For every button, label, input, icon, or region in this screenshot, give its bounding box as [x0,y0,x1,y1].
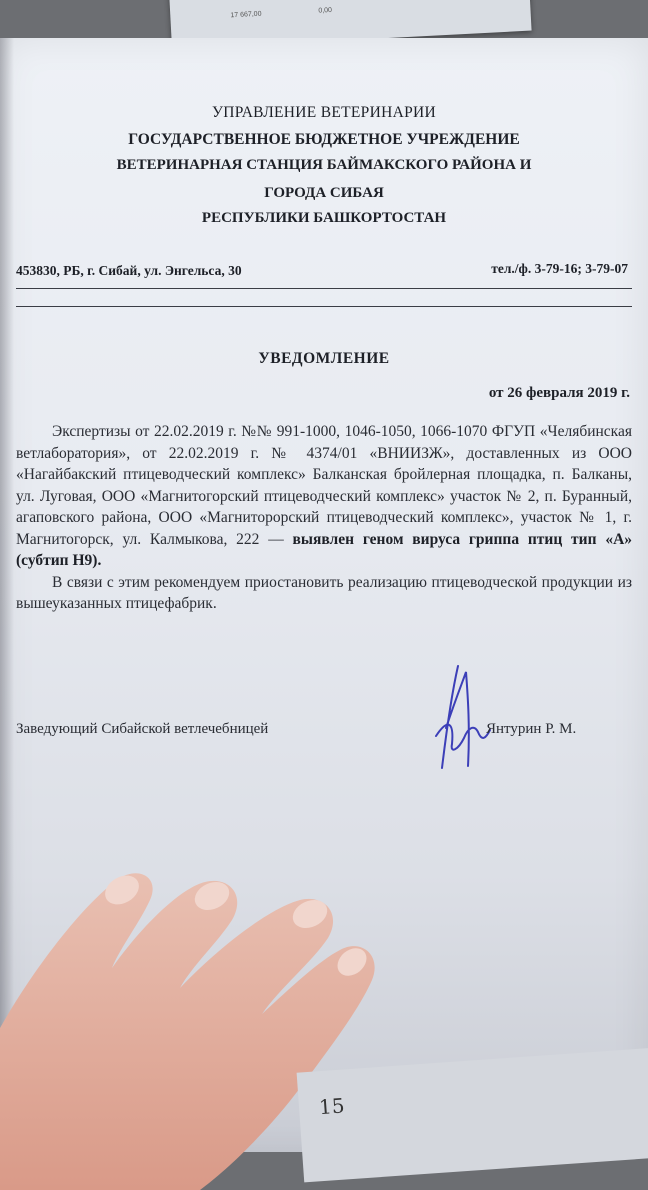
letterhead-line-3: ВЕТЕРИНАРНАЯ СТАНЦИЯ БАЙМАКСКОГО РАЙОНА И [116,157,532,173]
underlying-value-2: 0,00 [318,6,333,15]
underlying-value-1: 17 667,00 [230,10,262,20]
notice-paragraph-1-text: Экспертизы от 22.02.2019 г. №№ 991-1000, 1046-1050, 1066-1070 ФГУП «Челябинская ветлаборатория», от 22.02.2019 г. № 4374/01 «ВНИИЗЖ», доставленных из ООО «Нагайбакский птицеводческий комплекс» Балканская бройлерная площадка, п. Балканы, ул. Луговая, ООО «Магнитогорский птицеводческий комплекс» участок № 2, п. Буранный, агаповского района, ООО «Магниторорский птицеводческий комплекс», участок № 1, г. Магнитогорск, ул. Калмыкова, 222 — [16,423,632,548]
letterhead-line-5: РЕСПУБЛИКИ БАШКОРТОСТАН [201,210,447,226]
letterhead-phone: тел./ф. 3-79-16; 3-79-07 [491,261,628,276]
notice-finding: выявлен геном вируса гриппа птиц тип «А» (субтип Н9). [16,530,633,569]
letterhead-line-1: УПРАВЛЕНИЕ ВЕТЕРИНАРИИ [211,104,436,121]
letterhead-address: 453830, РБ, г. Сибай, ул. Энгельса, 30 [16,263,242,278]
notice-date: от 26 февраля 2019 г. [488,385,630,401]
signatory-role: Заведующий Сибайской ветлечебницей [16,721,269,737]
letterhead-rule-bottom [16,306,632,307]
notice-paragraph-2: В связи с этим рекомендуем приостановить реализацию птицеводческой продукции из вышеуказанных птицефабрик. [16,573,632,612]
letterhead-line-4: ГОРОДА СИБАЯ [264,185,384,201]
notice-body [16,421,632,615]
letterhead-rule-top [16,288,632,289]
document-sheet [0,38,648,1152]
signatory-name: Янтурин Р. М. [486,721,577,737]
notice-title: УВЕДОМЛЕНИЕ [258,350,390,367]
bottom-paper-text: 15 [318,1093,346,1120]
notice-paragraph-1 [16,421,632,572]
letterhead-line-2: ГОСУДАРСТВЕННОЕ БЮДЖЕТНОЕ УЧРЕЖДЕНИЕ [128,131,520,148]
